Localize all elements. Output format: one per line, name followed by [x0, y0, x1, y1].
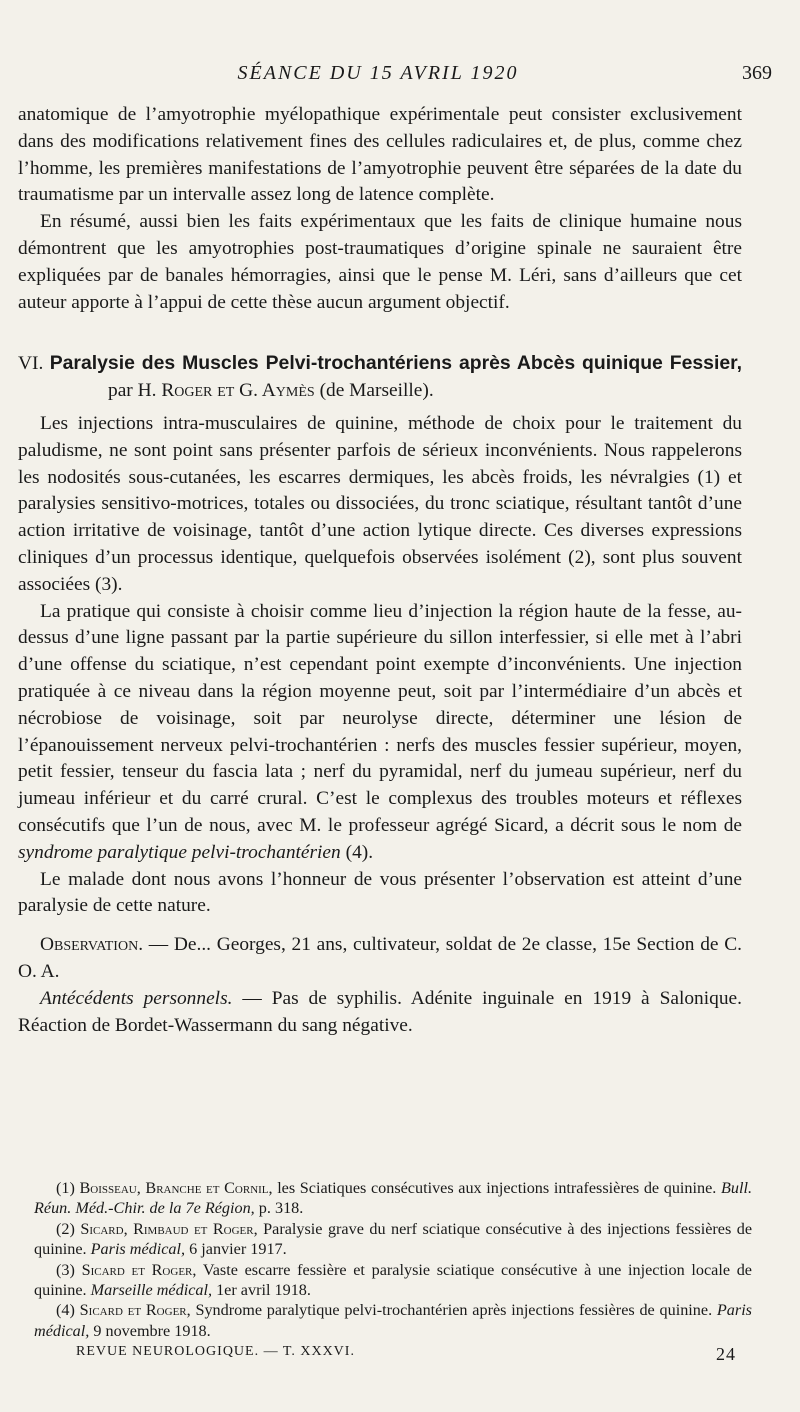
paragraph: En résumé, aussi bien les faits expérimentaux que les faits de clinique humaine nous démontrent que les amyotrophies post-traumatiques d’origine spinale ne sauraient être expliquées par de banales hémorragies, ainsi que le pense M. Léri, sans d’ailleurs que cet auteur apporte à l’appui de cette thèse aucun argument objectif.: [18, 211, 742, 313]
footnote: [34, 1219, 752, 1260]
journal-name: REVUE NEUROLOGIQUE. — T. XXXVI.: [76, 1344, 355, 1359]
footnote: [34, 1260, 752, 1301]
section-authors: H. Roger et G. Aymès: [137, 380, 315, 402]
footnote-text: Vaste escarre fessière et paralysie sciatique consécutive à une injection locale de quinine.: [34, 1260, 752, 1300]
observation-label: Observation.: [40, 934, 144, 956]
paragraph-text: (4).: [345, 841, 374, 863]
antecedents-text: — Pas de syphilis. Adénite inguinale en 1919 à Salonique. Réaction de Bordet-Wassermann du sang négative.: [18, 987, 742, 1036]
paragraph: [18, 599, 742, 867]
footnote-tail: 6 janvier 1917.: [189, 1240, 287, 1259]
observation-text: — De... Georges, 21 ans, cultivateur, soldat de 2e classe, 15e Section de C. O. A.: [18, 934, 742, 982]
observation: [18, 932, 742, 986]
footnote-text: Paralysie grave du nerf sciatique consécutive à des injections fessières de quinine.: [34, 1219, 753, 1259]
footnote-tail: 1er avril 1918.: [216, 1281, 311, 1300]
footnote: [34, 1178, 752, 1219]
footnote-mark: (3): [56, 1260, 75, 1279]
section-number: VI.: [18, 353, 44, 375]
antecedents-label: Antécédents personnels.: [40, 987, 233, 1009]
page-number: 369: [742, 62, 772, 84]
footnote-tail: 9 novembre 1918.: [93, 1321, 211, 1340]
paragraph-text: La pratique qui consiste à choisir comme lieu d’injection la région haute de la fesse, au-dessus d’une ligne passant par la partie supérieure du sillon interfessier, si elle met à l’abri d’une offense du sciatique, n’est cependant point exempte d’inconvénients. Une injection pratiquée à ce niveau dans la région moyenne peut, soit par l’intermédiaire d’un abcès et nécrobiose de voisinage, soit par neurolyse directe, déterminer une lésion de l’épanouissement nerveux pelvi-trochantérien : nerfs des muscles fessier supérieur, moyen, petit fessier, tenseur du fascia lata ; nerf du pyramidal, nerf du jumeau supérieur, nerf du jumeau inférieur et du carré crural. C’est le complexus des troubles moteurs et réflexes consécutifs que l’un de nous, avec M. le professeur agrégé Sicard, a décrit sous le nom de: [18, 600, 742, 836]
page-footer: [76, 1344, 736, 1364]
paragraph: anatomique de l’amyotrophie myélopathique expérimentale peut consister exclusivement dans des modifications relativement fines des cellules radiculaires et, de plus, comme chez l’homme, les premières manifestations de l’amyotrophie peuvent être séparées de la date du traumatisme par un intervalle assez long de latence complète.: [18, 104, 742, 206]
footnote-authors: Sicard et Roger,: [81, 1260, 197, 1279]
paragraph: Les injections intra-musculaires de quinine, méthode de choix pour le traitement du paludisme, ne sont point sans présenter parfois de sérieux inconvénients. Nous rappelerons les nodosités sous-cutanées, les escarres dermiques, les abcès froids, les névralgies (1) et paralysies sensitivo-motrices, totales ou dissociées, du tronc sciatique, résultant tantôt d’une action irritative de voisinage, tantôt d’une action lytique directe. Ces diverses expressions cliniques d’un processus identique, quelquefois observées isolément (2), sont plus souvent associées (3).: [18, 412, 742, 595]
section-title: Paralysie des Muscles Pelvi-trochantériens après Abcès quinique Fessier,: [49, 352, 742, 375]
body-text: [18, 102, 742, 1039]
section-affiliation: (de Marseille).: [319, 380, 434, 402]
section-by: par: [108, 380, 133, 402]
footnote-source: Paris médical,: [34, 1301, 752, 1340]
section-heading: [18, 350, 742, 405]
syndrome-name: syndrome paralytique pelvi-trochantérien: [18, 841, 341, 863]
footnote-text: les Sciatiques consécutives aux injections intrafessières de quinine.: [277, 1179, 717, 1197]
footnote-mark: (1): [56, 1179, 75, 1197]
footnote-mark: (2): [56, 1219, 75, 1238]
footnote-authors: Sicard et Roger,: [79, 1301, 191, 1320]
signature-mark: 24: [716, 1344, 736, 1364]
running-head: SÉANCE DU 15 AVRIL 1920: [237, 62, 519, 84]
footnote-text: Syndrome paralytique pelvi-trochantérien après injections fessières de quinine.: [195, 1301, 713, 1320]
footnote: [34, 1300, 752, 1341]
footnotes: [34, 1178, 752, 1341]
footnote-source: Marseille médical,: [90, 1281, 213, 1300]
footnote-source: Bull. Réun. Méd.-Chir. de la 7e Région,: [34, 1179, 752, 1218]
footnote-source: Paris médical,: [90, 1240, 186, 1259]
footnote-authors: Sicard, Rimbaud et Roger,: [80, 1219, 258, 1238]
footnote-authors: Boisseau, Branche et Cornil,: [79, 1179, 273, 1197]
paragraph: Le malade dont nous avons l’honneur de vous présenter l’observation est atteint d’une paralysie de cette nature.: [18, 868, 742, 917]
footnote-mark: (4): [56, 1301, 75, 1320]
antecedents: [18, 986, 742, 1040]
footnote-tail: p. 318.: [258, 1199, 304, 1218]
